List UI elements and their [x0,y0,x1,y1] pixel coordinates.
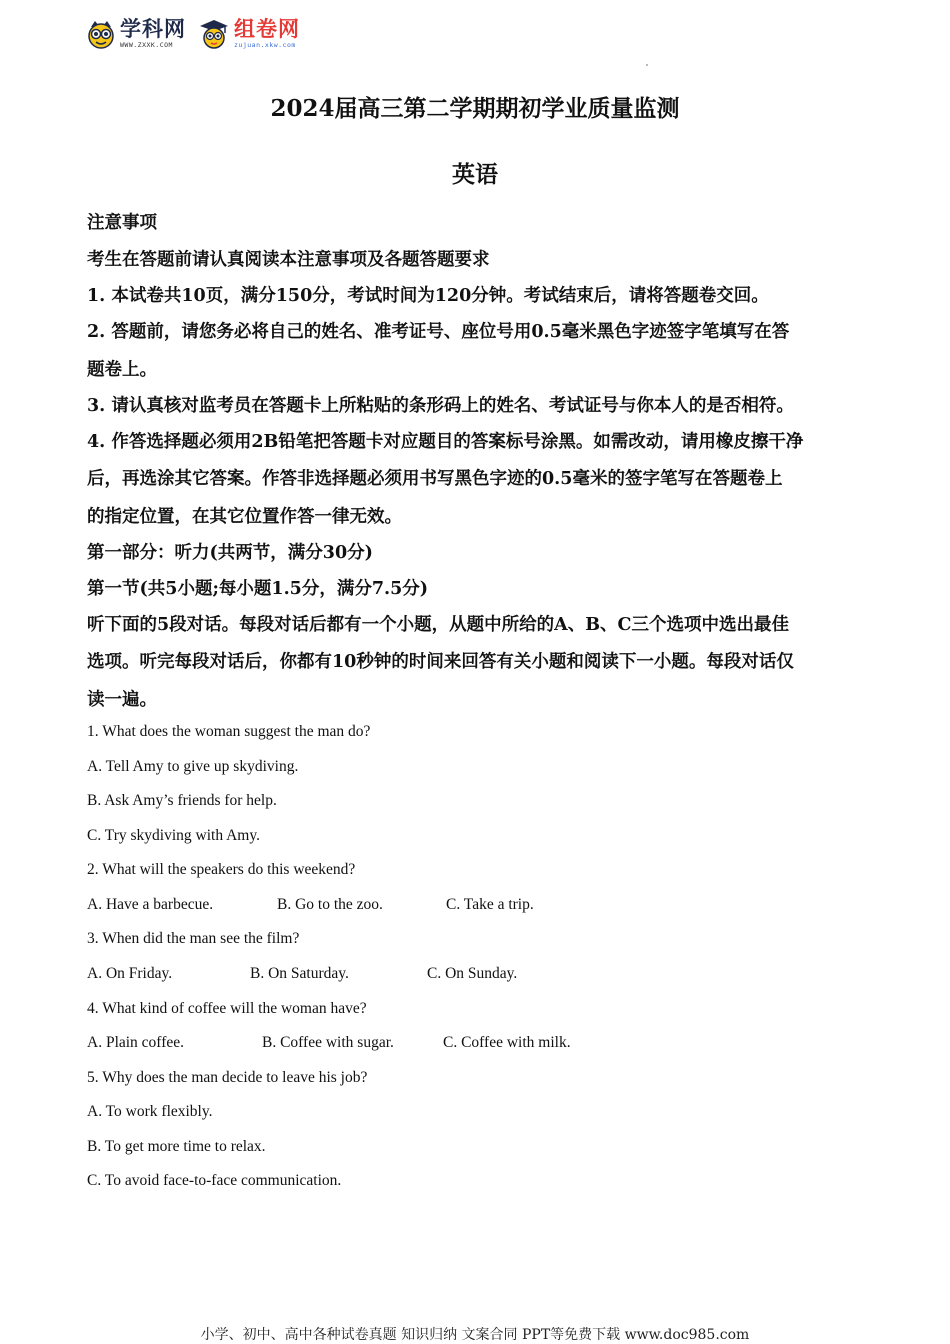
xuekewang-logo [86,19,186,49]
instructions-line: 听下面的5段对话。每段对话后都有一个小题，从题中所给的A、B、C三个选项中选出最佳 [87,615,789,635]
logo-url: zujuan.xkw.com [234,41,296,50]
notice-line: 1. 本试卷共10页，满分150分，考试时间为120分钟。考试结束后，请将答题卷交回。 [87,286,769,306]
section-heading: 第一节(共5小题;每小题1.5分，满分7.5分) [87,579,429,599]
part-heading: 第一部分：听力(共两节，满分30分) [87,543,373,563]
logo-url: WWW.ZXXK.COM [120,41,173,50]
notice-line: 2. 答题前，请您务必将自己的姓名、准考证号、座位号用0.5毫米黑色字迹签字笔填写在答 [87,322,790,342]
notice-line: 4. 作答选择题必须用2B铅笔把答题卡对应题目的答案标号涂黑。如需改动，请用橡皮擦干净 [87,432,804,452]
option-b: B. Ask Amy’s friends for help. [87,792,277,809]
option-b: B. Coffee with sugar. [262,1034,394,1051]
subject-title: 英语 [452,161,498,188]
speck [646,64,648,66]
option-b: B. Go to the zoo. [277,896,383,913]
option-b: B. On Saturday. [250,965,349,982]
notice-line: 的指定位置，在其它位置作答一律无效。 [87,507,402,527]
option-c: C. To avoid face-to-face communication. [87,1172,342,1189]
option-c: C. Coffee with milk. [443,1034,571,1051]
graduate-owl-icon [198,18,230,50]
notice-heading: 注意事项 [87,213,157,233]
question-stem: 5. Why does the man decide to leave his job? [87,1069,368,1086]
header-logos [86,12,300,56]
notice-line: 后，再选涂其它答案。作答非选择题必须用书写黑色字迹的0.5毫米的签字笔写在答题卷上 [87,469,783,489]
notice-intro: 考生在答题前请认真阅读本注意事项及各题答题要求 [87,250,490,270]
question-stem: 4. What kind of coffee will the woman have? [87,1000,367,1017]
option-c: C. On Sunday. [427,965,518,982]
option-a: A. On Friday. [87,965,173,982]
option-c: C. Take a trip. [446,896,534,913]
instructions-line: 选项。听完每段对话后，你都有10秒钟的时间来回答有关小题和阅读下一小题。每段对话仅 [87,652,794,672]
logo-name: 学科网 [120,17,186,42]
option-b: B. To get more time to relax. [87,1138,266,1155]
logo-name: 组卷网 [234,17,300,42]
option-a: A. Plain coffee. [87,1034,184,1051]
question-stem: 1. What does the woman suggest the man do? [87,723,371,740]
option-c: C. Try skydiving with Amy. [87,827,260,844]
instructions-line: 读一遍。 [87,690,157,710]
page-title: 2024届高三第二学期期初学业质量监测 [270,95,680,122]
question-stem: 2. What will the speakers do this weekend? [87,861,356,878]
option-a: A. To work flexibly. [87,1103,213,1120]
option-a: A. Tell Amy to give up skydiving. [87,758,299,775]
owl-icon [86,19,116,49]
page-footer: 小学、初中、高中各种试卷真题 知识归纳 文案合同 PPT等免费下载 www.doc985.com [200,1327,750,1343]
notice-line: 题卷上。 [87,360,157,380]
zujuanwang-logo [198,18,300,50]
notice-line: 3. 请认真核对监考员在答题卡上所粘贴的条形码上的姓名、考试证号与你本人的是否相符。 [87,396,794,416]
option-a: A. Have a barbecue. [87,896,214,913]
question-stem: 3. When did the man see the film? [87,930,300,947]
